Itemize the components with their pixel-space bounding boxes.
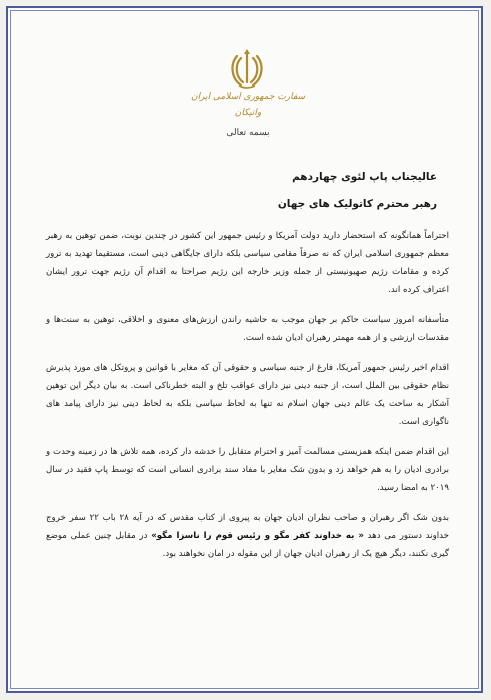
letter-body: [46, 227, 449, 575]
embassy-name: سفارت جمهوری اسلامی ایران: [190, 92, 305, 102]
iran-emblem-icon: [230, 48, 264, 90]
paragraph-5: [46, 509, 449, 563]
embassy-city: واتیکان: [234, 108, 262, 118]
salutation-line-1: عالیجناب پاپ لئوی چهاردهم: [292, 171, 437, 183]
salutation-line-2: رهبر محترم کاتولیک های جهان: [277, 198, 437, 210]
paragraph-5-start: بدون شک اگر رهبران و صاحب نظران ادیان جهان به پیروی از کتاب مقدس که در آیه ۲۸ باب ۲۲ سفر خروج خداوند دستور می دهد: [46, 513, 449, 541]
invocation: بسمه تعالی: [226, 128, 270, 138]
paragraph-5-quote: « به خداوند کفر مگو و رئیس قوم را ناسزا مگو»: [151, 531, 364, 541]
letter-page: [6, 6, 483, 693]
paragraph-1: احتراماً همانگونه که استحضار دارید دولت آمریکا و رئیس جمهور این کشور در چندین نوبت، ضمن توهین به رهبر معظم جمهوری اسلامی ایران که نه صرفاً مقامی سیاسی بلکه دارای جایگاهی دینی است، مستقیما تهدید به ترور کرده و مقامات رژیم صهیونیستی از جمله وزیر خارجه این رژیم صراحتا به اقدام آن رژیم جهت ترور ایشان اعتراف کرده اند.: [46, 231, 449, 295]
paragraph-2: متأسفانه امروز سیاست حاکم بر جهان موجب به حاشیه راندن ارزش‌های معنوی و اخلاقی، توهین به سنت‌ها و مقدسات ارزشی و از همه مهمتر رهبران ادیان شده است.: [46, 315, 449, 343]
paragraph-5-end: در مقابل چنین عملی موضع گیری نکنند، دیگر هیچ یک از رهبران ادیان جهان از این مقوله در امان نخواهند بود.: [46, 531, 449, 559]
paragraph-4: این اقدام ضمن اینکه همزیستی مسالمت آمیز و احترام متقابل را خدشه دار کرده، همه تلاش ها در زمینه وحدت و برادری ادیان را به هم خواهد زد و بدون شک مغایر با مفاد سند برادری انسانی است که توسط پاپ فقید در سال ۲۰۱۹ به امضا رسید.: [46, 447, 449, 493]
paragraph-3: اقدام اخیر رئیس جمهور آمریکا، فارغ از جنبه سیاسی و حقوقی آن که مغایر با قوانین و پروتکل های مورد پذیرش نظام حقوقی بین الملل است، از جنبه دینی نیز دارای عواقب تلخ و البته خطرناکی است. به بیان دیگر این توهین آشکار به ساحت یک عالم دینی جهان اسلام نه تنها به لحاظ سیاسی بلکه به لحاظ دینی نیز دارای پیامد های ناگواری است.: [46, 363, 449, 427]
